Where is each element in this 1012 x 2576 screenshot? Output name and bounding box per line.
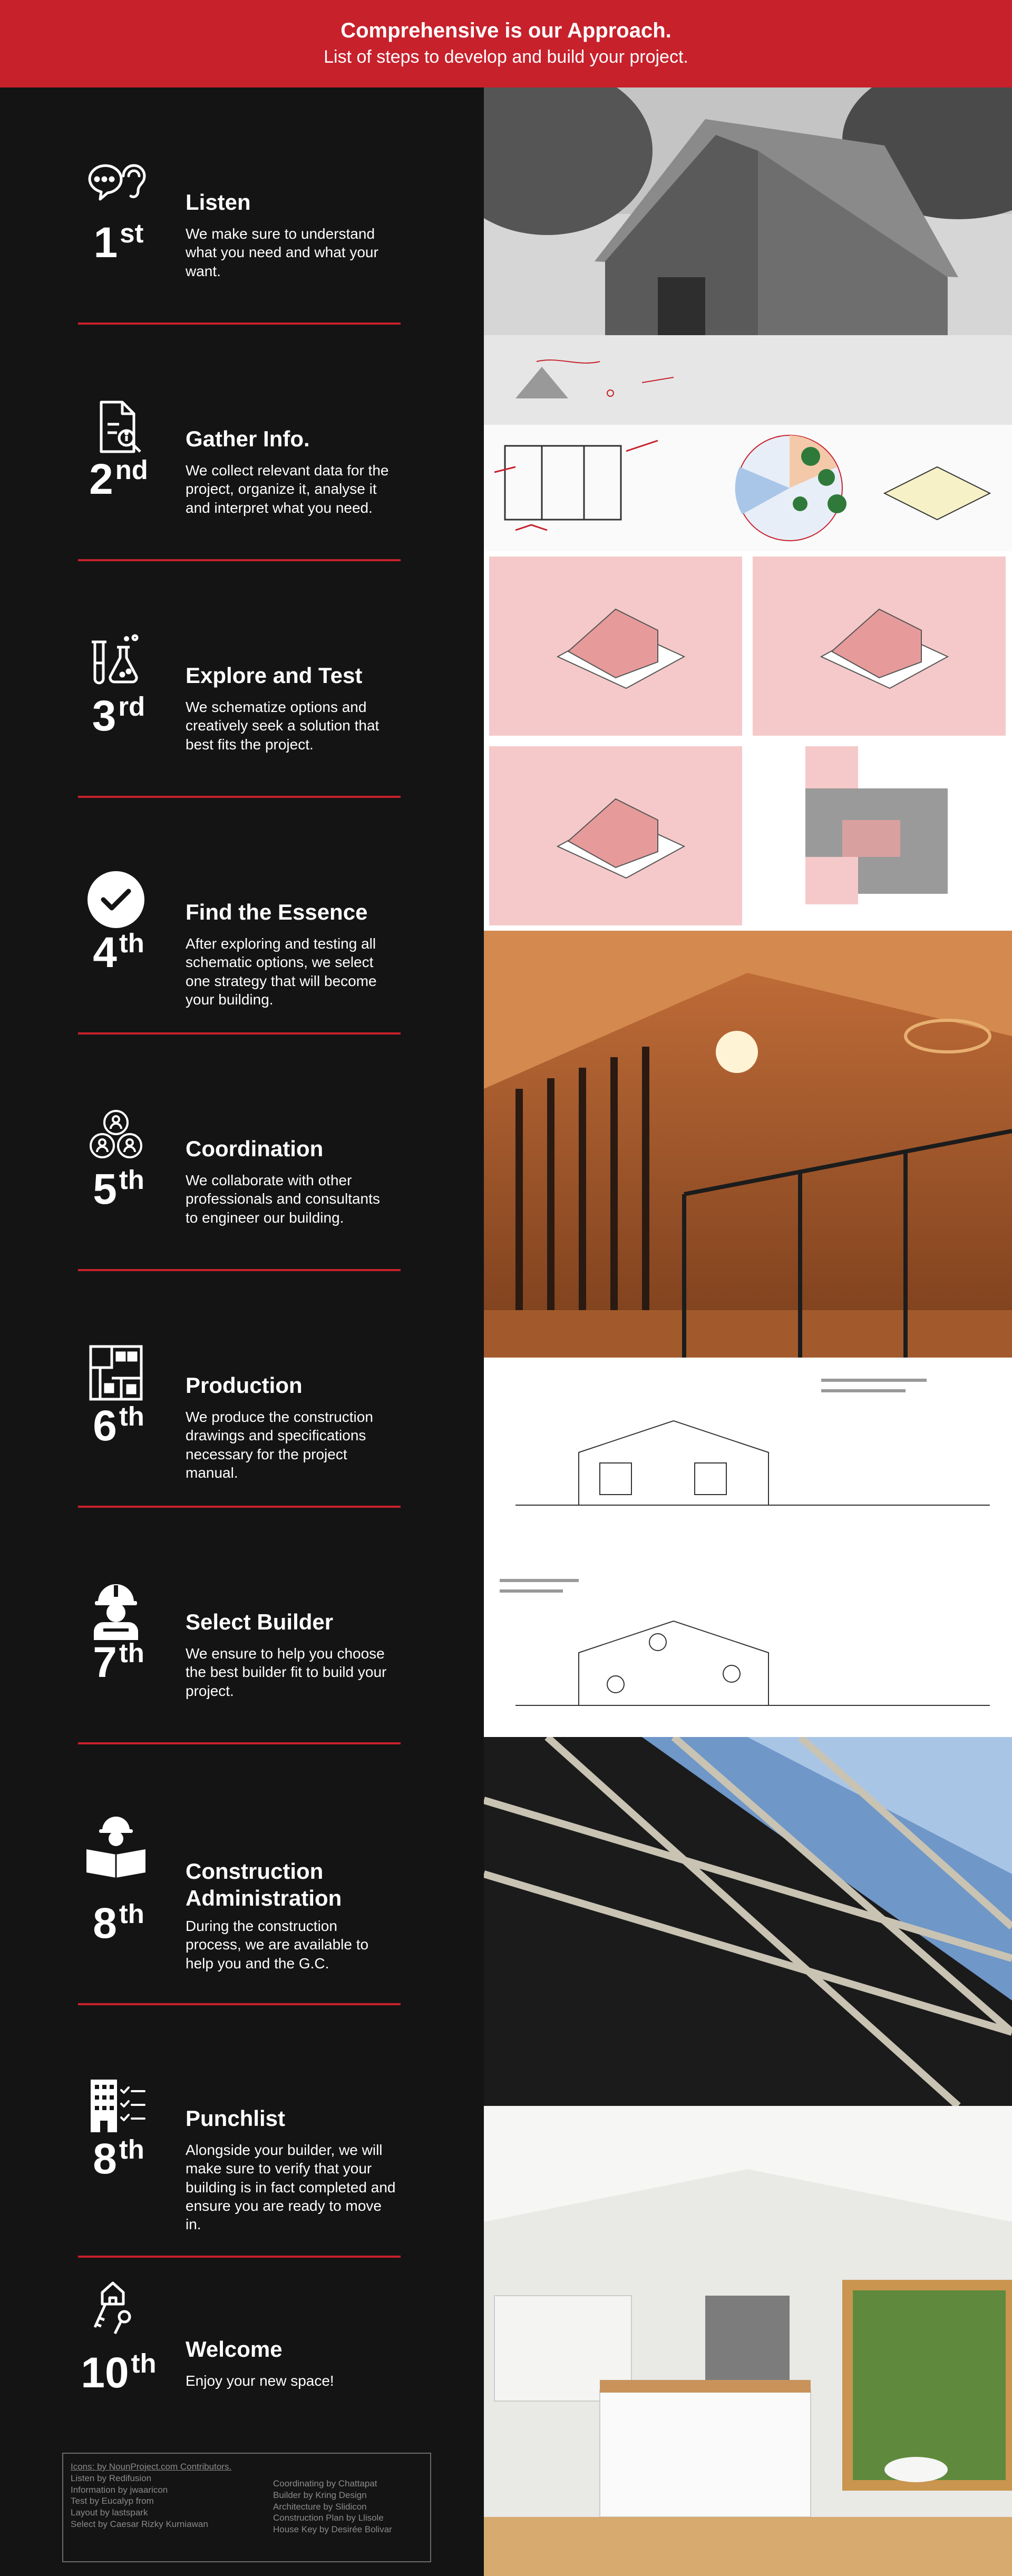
architecture-plan-icon [84,1341,148,1404]
step-number: 2nd [89,455,148,503]
credits-box [62,2453,431,2562]
credits-right [273,2478,426,2535]
step-description: Enjoy your new space! [186,2373,334,2389]
step-description: We make sure to understand what you need and what your want. [186,226,378,279]
step-number: 4th [93,928,144,977]
step-3 [74,631,401,863]
credit-line: Builder by Kring Design [273,2490,367,2500]
step-title: Punchlist [186,2106,286,2131]
credit-line: Listen by Redifusion [71,2473,152,2483]
step-description: We collaborate with other professionals and consultants to engineer our building. [186,1172,380,1226]
page-header [0,0,1012,87]
construction-plan-icon [84,1814,148,1878]
step-8 [74,1814,401,2046]
step-number: 8th [93,1899,144,1947]
kitchen-photo [484,2106,1012,2576]
step-description: Alongside your builder, we will make sure to verify that your building is in fact completed and ensure you are ready to move in. [186,2142,396,2233]
divider [78,1032,401,1035]
step-description: We produce the construction drawings and specifications necessary for the project manual. [186,1409,373,1481]
steps-column [0,87,484,2576]
step-title: Coordination [186,1136,324,1161]
step-description: During the construction process, we are available to help you and the G.C. [186,1918,369,1972]
step-number: 7th [93,1638,144,1686]
page-title: Comprehensive is our Approach. [340,19,672,42]
massing-studies [484,551,1012,931]
step-title: Find the Essence [186,900,368,924]
step-number: 8th [93,2134,144,2183]
step-9 [74,2074,401,2306]
step-number: 10th [81,2348,157,2397]
step-1 [74,158,401,390]
step-description: We ensure to help you choose the best builder fit to build your project. [186,1645,387,1699]
construction-drawings [484,1358,1012,1737]
old-barn-photo [484,87,1012,425]
step-title: Listen [186,190,251,214]
step-number: 1st [93,218,144,267]
credit-line: Select by Caesar Rizky Kurniawan [71,2519,208,2529]
step-title: Gather Info. [186,426,310,451]
divider [78,796,401,798]
divider [78,559,401,561]
divider [78,323,401,325]
credit-line: Icons: by NounProject.com Contributors. [71,2462,232,2472]
divider [78,1742,401,1744]
checkmark-icon [84,868,148,931]
credit-line: Construction Plan by Llisole [273,2513,384,2523]
credit-line: Architecture by Slidicon [273,2501,367,2512]
step-description: After exploring and testing all schematic options, we select one strategy that will become your building. [186,935,377,1008]
step-title: Production [186,1373,303,1398]
credit-line: Layout by lastspark [71,2507,148,2518]
divider [78,1269,401,1271]
house-key-icon [84,2275,148,2338]
divider [78,2003,401,2005]
step-5 [74,1105,401,1336]
step-7 [74,1578,401,1810]
builder-icon [84,1578,148,1641]
page-subtitle: List of steps to develop and build your project. [324,47,688,67]
step-description: We collect relevant data for the project, organize it, analyse it and interpret what you need. [186,462,389,516]
credit-line: Coordinating by Chattapat [273,2479,377,2489]
information-icon [84,395,148,458]
step-6 [74,1341,401,1573]
step-2 [74,395,401,627]
credit-line: Information by jwaaricon [71,2484,168,2495]
punchlist-icon [84,2074,148,2138]
step-title: Explore and Test [186,663,363,688]
step-title: Welcome [186,2337,283,2362]
divider [78,1506,401,1508]
step-number: 6th [93,1401,144,1450]
roof-structure-photo [484,1737,1012,2106]
step-title: Select Builder [186,1609,334,1634]
step-number: 5th [93,1165,144,1213]
credits-left [71,2461,266,2530]
analysis-sketches [484,425,1012,551]
step-description: We schematize options and creatively seek a solution that best fits the project. [186,699,380,753]
step-4 [74,868,401,1100]
images-column [484,87,1012,2576]
listen-icon [84,158,148,221]
test-icon [84,631,148,695]
credit-line: Test by Eucalyp from [71,2496,154,2506]
interior-render [484,931,1012,1358]
step-number: 3rd [92,691,145,740]
divider [78,2256,401,2258]
coordinating-icon [84,1105,148,1168]
step-title: Construction Administration [186,1859,342,1911]
credit-line: House Key by Desirée Bolivar [273,2524,392,2534]
